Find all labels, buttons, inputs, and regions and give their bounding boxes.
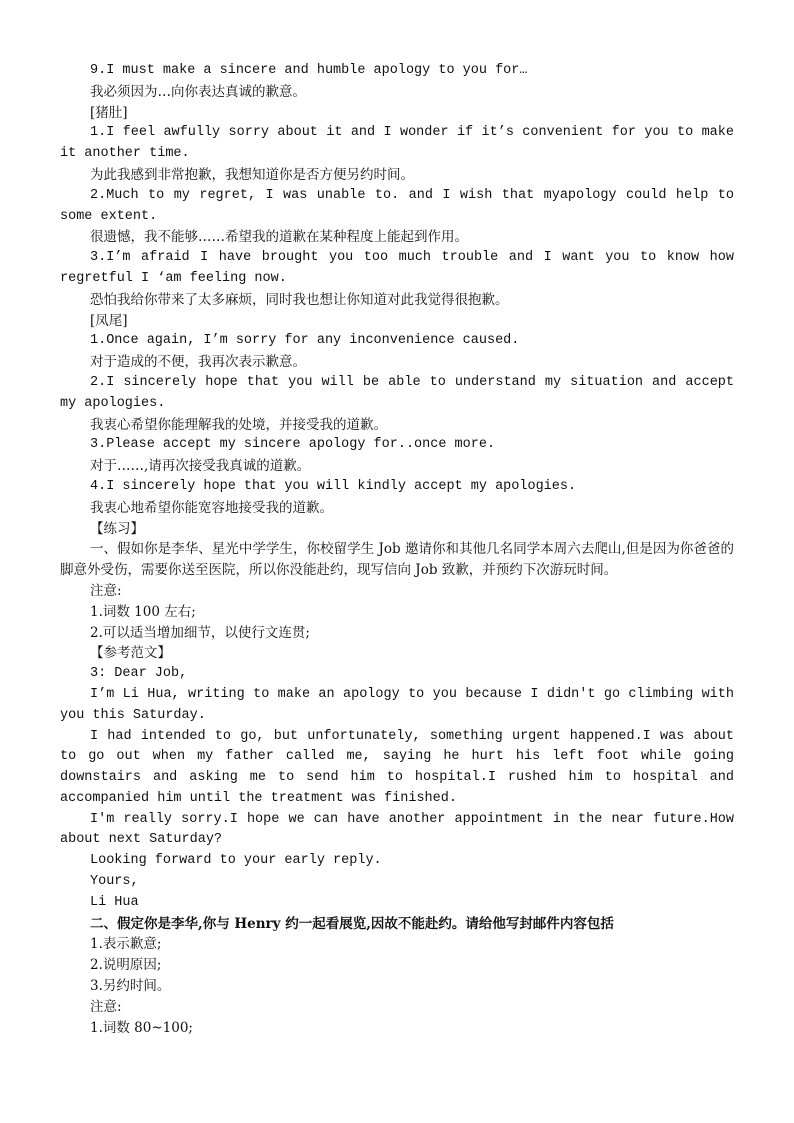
text-line: 2.Much to my regret, I was unable to. and I wish that myapology could help to some extent.	[60, 187, 734, 224]
letter-signoff: Yours,	[90, 874, 139, 890]
exercise-prompt: 二、假定你是李华,你与 Henry 约一起看展览,因故不能赴约。请给他写封邮件内容包括	[90, 915, 614, 932]
exercise-prompt: 一、假如你是李华、星光中学学生，你校留学生 Job 邀请你和其他几名同学本周六去爬山,但是因为你爸爸的脚意外受伤，需要你送至医院，所以你没能赴约，现写信向 Job 致歉，并预约下次游玩时间。	[60, 541, 734, 579]
text-line: 1.表示歉意;	[90, 936, 162, 953]
text-line: 4.I sincerely hope that you will kindly accept my apologies.	[90, 478, 577, 494]
text-line: 为此我感到非常抱歉，我想知道你是否方便另约时间。	[90, 166, 414, 183]
text-line: 很遗憾，我不能够……希望我的道歉在某种程度上能起到作用。	[90, 229, 468, 246]
text-line: 我衷心希望你能理解我的处境，并接受我的道歉。	[90, 416, 387, 433]
text-line: 注意:	[90, 582, 122, 599]
text-line: 我必须因为…向你表达真诚的歉意。	[90, 83, 306, 100]
text-line: 1.词数 100 左右;	[90, 603, 196, 620]
text-line: 对于造成的不便，我再次表示歉意。	[90, 354, 306, 371]
letter-greeting: 3: Dear Job,	[90, 666, 188, 682]
text-line: 3.另约时间。	[90, 978, 171, 995]
text-line: 对于……,请再次接受我真诚的道歉。	[90, 458, 311, 475]
text-line: 3.I’m afraid I have brought you too much trouble and I want you to know how regretful I ‘am feeling now.	[60, 250, 734, 286]
text-line: 1.I feel awfully sorry about it and I wonder if it’s convenient for you to make it another time.	[60, 125, 734, 162]
section-heading: 【练习】	[90, 520, 144, 537]
text-line: 恐怕我给你带来了太多麻烦，同时我也想让你知道对此我觉得很抱歉。	[90, 291, 509, 308]
text-line: 2.可以适当增加细节，以使行文连贯;	[90, 624, 310, 641]
section-heading: [猪肚]	[90, 104, 128, 121]
text-line: 1.词数 80~100;	[90, 1019, 193, 1036]
section-heading: 【参考范文】	[90, 645, 171, 662]
text-line: 我衷心地希望你能宽容地接受我的道歉。	[90, 499, 333, 516]
letter-paragraph: I’m Li Hua, writing to make an apology to you because I didn't go climbing with you this Saturday.	[60, 686, 734, 723]
text-line: 9.I must make a sincere and humble apology to you for…	[90, 63, 528, 78]
letter-closing: Looking forward to your early reply.	[90, 853, 382, 869]
text-line: 2.说明原因;	[90, 957, 162, 974]
text-line: 2.I sincerely hope that you will be able to understand my situation and accept my apologies.	[60, 374, 734, 411]
letter-paragraph: I'm really sorry.I hope we can have another appointment in the near future.How about next Saturday?	[60, 811, 734, 848]
text-line: 1.Once again, I’m sorry for any inconvenience caused.	[90, 333, 520, 349]
document-page	[60, 61, 734, 1038]
section-heading: [凤尾]	[90, 312, 128, 329]
text-line: 3.Please accept my sincere apology for..once more.	[90, 437, 496, 453]
letter-paragraph: I had intended to go, but unfortunately, something urgent happened.I was about to go out when my father called me, saying he hurt his left foot while going downstairs and asking me to send him to hospital.I rushed him to hospital and accompanied him until the treatment was finished.	[60, 728, 734, 806]
text-line: 注意:	[90, 998, 122, 1015]
letter-signature: Li Hua	[90, 894, 139, 910]
